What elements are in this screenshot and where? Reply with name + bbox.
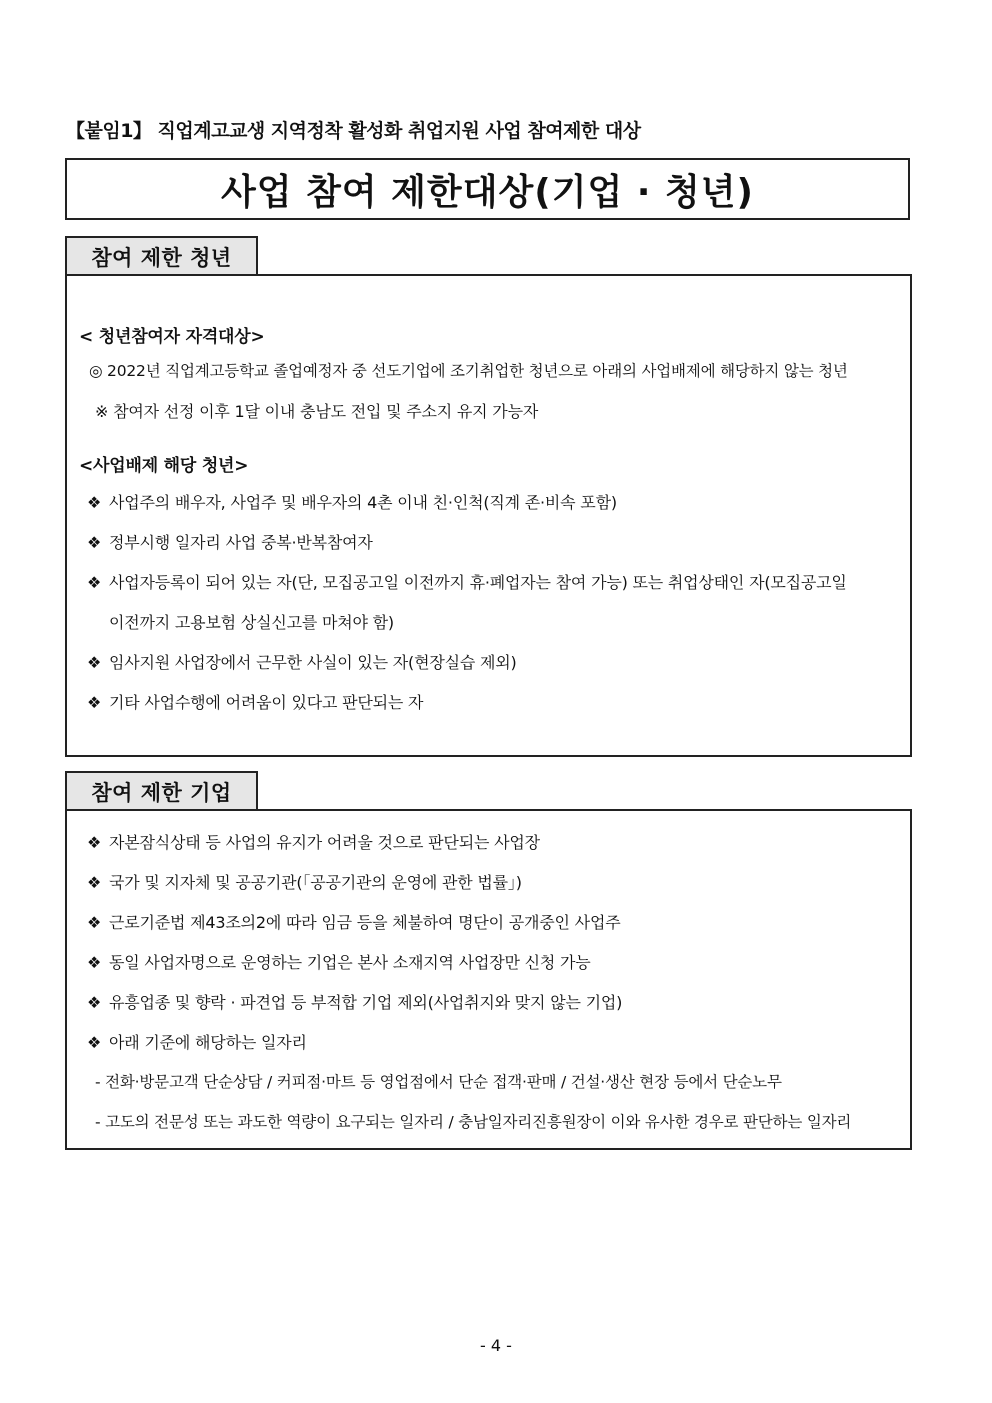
bullet-icon: ❖	[87, 533, 102, 552]
exclusion-heading: <사업배제 해당 청년>	[79, 456, 249, 476]
company-restriction-panel	[65, 809, 912, 1150]
tab-youth-restriction: 참여 제한 청년	[65, 236, 258, 275]
list-item: ❖ 사업자등록이 되어 있는 자(단, 모집공고일 이전까지 휴·폐업자는 참여 가능) 또는 취업상태인 자(모집공고일	[87, 573, 847, 592]
bullet-icon: ❖	[87, 493, 102, 512]
list-item: ❖ 아래 기준에 해당하는 일자리	[87, 1033, 307, 1052]
bullet-icon: ❖	[87, 833, 102, 852]
list-item: ❖ 동일 사업자명으로 운영하는 기업은 본사 소재지역 사업장만 신청 가능	[87, 953, 591, 972]
dash-item: - 전화·방문고객 단순상담 / 커피점·마트 등 영업점에서 단순 접객·판매 / 건설·생산 현장 등에서 단순노무	[95, 1073, 782, 1091]
bullet-icon: ❖	[87, 653, 102, 672]
list-item: ❖ 임사지원 사업장에서 근무한 사실이 있는 자(현장실습 제외)	[87, 653, 517, 672]
bullet-icon: ❖	[87, 913, 102, 932]
list-item-continuation: 이전까지 고용보험 상실신고를 마쳐야 함)	[109, 613, 394, 632]
eligibility-item: ◎ 2022년 직업계고등학교 졸업예정자 중 선도기업에 조기취업한 청년으로 아래의 사업배제에 해당하지 않는 청년	[89, 362, 848, 380]
list-item: ❖ 자본잠식상태 등 사업의 유지가 어려울 것으로 판단되는 사업장	[87, 833, 540, 852]
tab-company-restriction: 참여 제한 기업	[65, 771, 258, 810]
dash-item: - 고도의 전문성 또는 과도한 역량이 요구되는 일자리 / 충남일자리진흥원장이 이와 유사한 경우로 판단하는 일자리	[95, 1113, 852, 1131]
eligibility-heading: < 청년참여자 자격대상>	[79, 327, 265, 347]
bullet-icon: ❖	[87, 993, 102, 1012]
main-title-box	[65, 158, 910, 220]
list-item: ❖ 국가 및 지자체 및 공공기관(「공공기관의 운영에 관한 법률」)	[87, 873, 522, 892]
bullet-icon: ❖	[87, 873, 102, 892]
bullet-icon: ❖	[87, 693, 102, 712]
main-title: 사업 참여 제한대상(기업 · 청년)	[220, 171, 755, 213]
page-number: - 4 -	[480, 1336, 512, 1355]
bullet-icon: ❖	[87, 1033, 102, 1052]
list-item: ❖ 유흥업종 및 향락 · 파견업 등 부적합 기업 제외(사업취지와 맞지 않는 기업)	[87, 993, 623, 1012]
attachment-title: 【붙임1】 직업계고교생 지역정착 활성화 취업지원 사업 참여제한 대상	[66, 120, 641, 142]
youth-restriction-panel	[65, 274, 912, 757]
list-item: ❖ 근로기준법 제43조의2에 따라 임금 등을 체불하여 명단이 공개중인 사업주	[87, 913, 621, 932]
bullet-icon: ❖	[87, 953, 102, 972]
list-item: ❖ 사업주의 배우자, 사업주 및 배우자의 4촌 이내 친·인척(직계 존·비속 포함)	[87, 493, 617, 512]
eligibility-note: ※ 참여자 선정 이후 1달 이내 충남도 전입 및 주소지 유지 가능자	[95, 402, 539, 421]
bullet-icon: ❖	[87, 573, 102, 592]
list-item: ❖ 정부시행 일자리 사업 중복·반복참여자	[87, 533, 373, 552]
list-item: ❖ 기타 사업수행에 어려움이 있다고 판단되는 자	[87, 693, 424, 712]
